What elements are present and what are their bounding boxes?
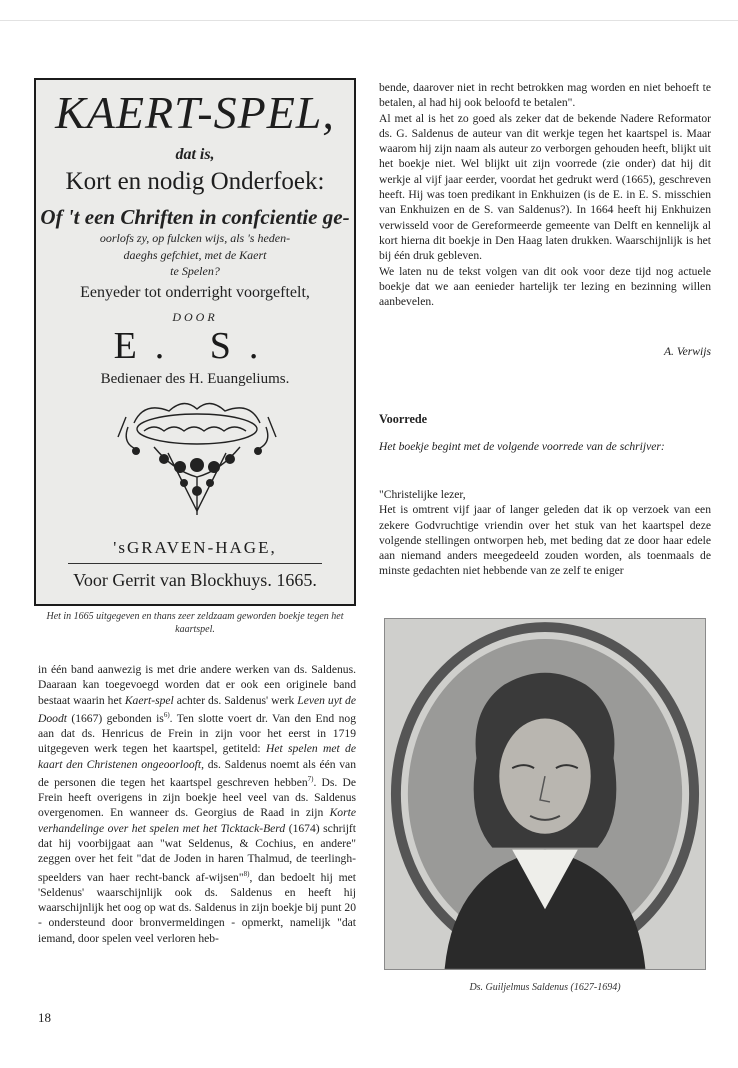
text-run: (1674) schrijft dat hij voorbijgaat aan "wat Seldenus, & Cochius, en andere" zeggen over het feit "dat de Joden in haren Thalmud, de teerlingh-speelders van haer recht-banck af-wijsen"	[38, 821, 356, 884]
right-column-quote	[379, 487, 711, 579]
paragraph: Al met al is het zo goed als zeker dat de bekende Nadere Reformator ds. G. Saldenus de auteur van dit werkje tegen het kaartspel is. Maar waarom hij zijn naam als auteur zo verborgen gehouden heeft, blijkt uit het boekje niet. Wel blijkt uit zijn voorrede (zie onder) dat hij dit werkje al vijf jaar eerder, voordat het gedrukt werd (1665), geschreven heeft. Hij was toen predikant in Enkhuizen (is de E. in E. S. misschien van Enkhuizen en de S. van Saldenus?). In 1664 heeft hij Enkhuizen verwisseld voor de Gereformeerde gemeente van Delft en kennelijk al kort hierna dit boekje in Den Haag laten drukken. Waarschijnlijk is het bij één druk gebleven.	[379, 111, 711, 263]
text-run: . Ten slotte voert dr. Van den End nog aan dat ds. Henricus de Frein in zijn voor het eerst in 1719 uitgegeven werk tegen het kaartspel, getiteld:	[38, 711, 356, 756]
title-page-rule	[68, 563, 322, 564]
footnote-ref: 8)	[243, 869, 250, 878]
title-page-servant: Bedienaer des H. Euangeliums.	[100, 371, 290, 387]
book-title: Kaert-spel	[124, 693, 174, 707]
text-run: achter ds. Saldenus' werk	[173, 693, 298, 707]
title-page-caption: Het in 1665 uitgegeven en thans zeer zeldzaam geworden boekje tegen het kaartspel.	[46, 611, 344, 635]
title-page-subtitle: Kort en nodig Onderfoek:	[65, 168, 325, 195]
paragraph	[38, 662, 356, 946]
title-page-question-1: Of 't een Chriften in confcientie ge-	[40, 205, 350, 229]
author-signature: A. Verwijs	[663, 345, 711, 358]
intro-italic: Het boekje begint met de volgende voorrede van de schrijver:	[379, 440, 665, 453]
text-run: (1667) gebonden is	[66, 711, 164, 725]
title-page-door: DOOR	[172, 310, 218, 324]
left-column-text	[38, 662, 356, 946]
portrait-caption: Ds. Guiljelmus Saldenus (1627-1694)	[469, 982, 621, 993]
text-run: in één band aanwezig is met drie andere werken van ds. Saldenus. Daaraan kan toegevoegd worden dat er ook een originele band bestaat waarin het	[38, 663, 356, 707]
printers-ornament-icon	[114, 393, 280, 518]
title-page-question-3: daeghs gefchiet, met de Kaert	[123, 248, 267, 262]
title-page-dat-is: dat is,	[175, 146, 215, 163]
title-page-place: 'sGRAVEN-HAGE,	[113, 538, 277, 557]
paragraph: bende, daarover niet in recht betrokken mag worden en niet behoeft te betalen, al had hij ook beloofd te betalen".	[379, 81, 711, 110]
right-column-top	[379, 80, 711, 309]
paragraph: We laten nu de tekst volgen van dit ook voor deze tijd nog actuele boekje dat we aan eenieder hartelijk ter lezing en bezinning willen aanbevelen.	[379, 264, 711, 309]
title-page-initials: E. S.	[113, 325, 277, 367]
book-title: Het spelen met de kaart den Christenen ongeoorlooft	[38, 742, 356, 771]
page-number: 18	[38, 1010, 51, 1025]
text-run: , ds. Saldenus noemt als één van de personen die tegen het kaartspel geschreven hebben	[38, 757, 356, 789]
title-page-each-one: Eenyeder tot onderright voorgeftelt,	[80, 284, 310, 301]
footnote-ref: 7)	[307, 774, 314, 783]
title-page-question-2: oorlofs zy, op fulcken wijs, als 's heden-	[99, 231, 291, 245]
title-page-question-4: te Spelen?	[170, 264, 220, 278]
portrait-engraving-icon	[385, 619, 705, 969]
footnote-ref: 6)	[163, 710, 170, 719]
book-title: Leven uyt de Doodt	[38, 693, 356, 725]
text-run: . Ds. De Frein heeft overigens in zijn boekje heel veel van ds. Saldenus overgenomen. En wanneer ds. Georgius de Raad in zijn	[38, 775, 356, 820]
portrait-image	[384, 618, 706, 970]
book-title: Korte verhandelinge over het spelen met het Ticktack-Berd	[38, 806, 356, 835]
quote-paragraph: Het is omtrent vijf jaar of langer geleden dat ik op verzoek van een zekere Godvruchtige vriendin over het stuk van het kaartspel deze volgende stellingen ontworpen heb, met beding dat ze door haar edele aan niemand anders meegedeeld zouden worden, als toenmaals de minste gedachten niet hebbende van ze zelf te eniger	[379, 503, 711, 578]
section-heading: Voorrede	[379, 412, 428, 426]
text-run: , dan bedoelt hij met 'Seldenus' waarschijnlijk ook ds. Saldenus en heeft hij waarschijnlijk het oog op wat ds. Saldenus in zijn boekje bij punt 20 - ondersteund door bronvermeldingen - opmerkt, namelijk "dat iemand, door spelen veel verloren heb-	[38, 870, 356, 945]
title-page-printer: Voor Gerrit van Blockhuys. 1665.	[73, 570, 317, 590]
title-page-title: KAERT-SPEL,	[55, 87, 335, 138]
page-top-rule	[0, 20, 738, 21]
quote-salutation: "Christelijke lezer,	[379, 488, 466, 501]
title-page-image	[34, 78, 356, 606]
